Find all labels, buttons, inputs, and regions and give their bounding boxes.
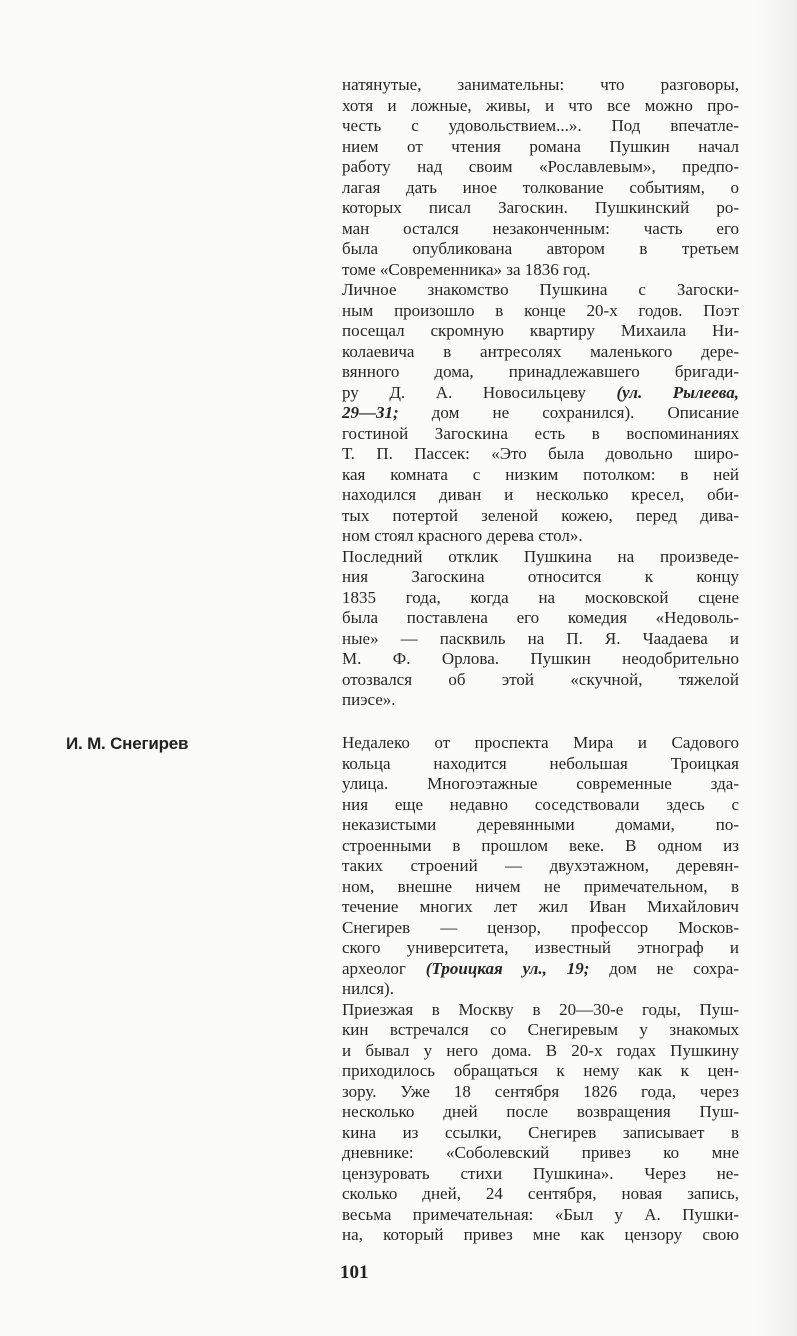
text-line: несколько дней после возвращения Пуш- (342, 1102, 739, 1121)
text-line: была поставлена его комедия «Недоволь- (342, 608, 739, 627)
text-line: приходилось обращаться к нему как к цен- (342, 1061, 739, 1080)
page-number: 101 (340, 1262, 369, 1283)
text-run: ру Д. А. Новосильцеву (342, 382, 617, 402)
text-line: Приезжая в Москву в 20—30-е годы, Пуш- (342, 999, 739, 1019)
scan-edge-shadow (757, 0, 797, 1336)
text-line: вянного дома, принадлежавшего бригади- (342, 362, 739, 381)
text-line: неказистыми деревянными домами, по- (342, 815, 739, 834)
text-line: посещал скромную квартиру Михаила Ни- (342, 321, 739, 340)
paragraph (342, 75, 739, 280)
text-line: ман остался незаконченным: часть его (342, 218, 739, 238)
text-run: дом не сохра- (589, 958, 739, 978)
text-line: ном стоял красного дерева стол». (342, 526, 583, 545)
text-line: таких строений — двухэтажном, деревян- (342, 856, 739, 875)
text-line: улица. Многоэтажные современные зда- (342, 774, 739, 793)
paragraph (342, 280, 739, 547)
text-section-snegirev (342, 733, 739, 1246)
text-line: нием от чтения романа Пушкин начал (342, 136, 739, 156)
text-line: нился). (342, 979, 394, 998)
text-line: кина из ссылки, Снегирев записывает в (342, 1122, 739, 1142)
text-section-zagoskin (342, 75, 739, 711)
text-line: ные» — пасквиль на П. Я. Чаадаева и (342, 628, 739, 648)
text-line: пиэсе». (342, 690, 396, 709)
paragraph (342, 547, 739, 711)
text-line: весьма примечательная: «Был у А. Пушки- (342, 1204, 739, 1224)
paragraph (342, 733, 739, 1000)
text-line: зору. Уже 18 сентября 1826 года, через (342, 1081, 739, 1101)
text-line: Т. П. Пассек: «Это была довольно широ- (342, 444, 739, 463)
text-line: ном, внешне ничем не примечательном, в (342, 876, 739, 896)
text-line: честь с удовольствием...». Под впечатле- (342, 116, 739, 135)
text-line: ния еще недавно соседствовали здесь с (342, 794, 739, 814)
text-line: томе «Современника» за 1836 год. (342, 259, 591, 279)
text-line: Снегирев — цензор, профессор Москов- (342, 917, 739, 937)
text-line (342, 959, 739, 980)
text-line: сколько дней, 24 сентября, новая запись, (342, 1184, 739, 1203)
text-line: находился диван и несколько кресел, оби- (342, 485, 739, 504)
text-line: на, который привез мне как цензору свою (342, 1225, 739, 1244)
paragraph (342, 1000, 739, 1246)
text-line: хотя и ложные, живы, и что все можно про- (342, 95, 739, 115)
address-italic: 29—31; (342, 403, 399, 422)
text-line: тых потертой зеленой кожею, перед дива- (342, 505, 739, 525)
text-line: которых писал Загоскин. Пушкинский ро- (342, 198, 739, 217)
text-line: ния Загоскина относится к концу (342, 567, 739, 586)
text-line: кольца находится небольшая Троицкая (342, 753, 739, 773)
text-line: Последний отклик Пушкина на произведе- (342, 546, 739, 566)
text-line: колаевича в антресолях маленького дере- (342, 341, 739, 361)
text-line: течение многих лет жил Иван Михайлович (342, 897, 739, 916)
text-line: лагая дать иное толкование событиям, о (342, 177, 739, 197)
text-line: кая комната с низким потолком: в ней (342, 464, 739, 484)
text-line: Недалеко от проспекта Мира и Садового (342, 733, 739, 752)
section-heading-snegirev: И. М. Снегирев (66, 734, 189, 753)
address-italic: (Троицкая ул., 19; (425, 958, 590, 978)
text-line: кин встречался со Снегиревым у знакомых (342, 1020, 739, 1039)
text-run: археолог (342, 958, 426, 978)
text-line: ным произошло в конце 20-х годов. Поэт (342, 300, 739, 320)
text-line (342, 403, 739, 424)
text-line: натянутые, занимательны: что разговоры, (342, 75, 739, 94)
text-line: строенными в прошлом веке. В одном из (342, 835, 739, 855)
text-line: гостиной Загоскина есть в воспоминаниях (342, 423, 739, 443)
text-line: дневнике: «Соболевский привез ко мне (342, 1143, 739, 1162)
text-line (342, 383, 739, 404)
text-line: М. Ф. Орлова. Пушкин неодобрительно (342, 649, 739, 668)
text-run: дом не сохранился). Описание (398, 403, 739, 422)
text-line: и бывал у него дома. В 20-х годах Пушкину (342, 1040, 739, 1060)
text-line: Личное знакомство Пушкина с Загоски- (342, 280, 739, 299)
text-line: работу над своим «Рославлевым», предпо- (342, 157, 739, 176)
address-italic: (ул. Рылеева, (616, 382, 739, 402)
text-line: 1835 года, когда на московской сцене (342, 587, 739, 607)
text-line: отозвался об этой «скучной, тяжелой (342, 669, 739, 689)
text-line: ского университета, известный этнограф и (342, 938, 739, 957)
text-line: была опубликована автором в третьем (342, 239, 739, 258)
text-line: цензуровать стихи Пушкина». Через не- (342, 1163, 739, 1183)
